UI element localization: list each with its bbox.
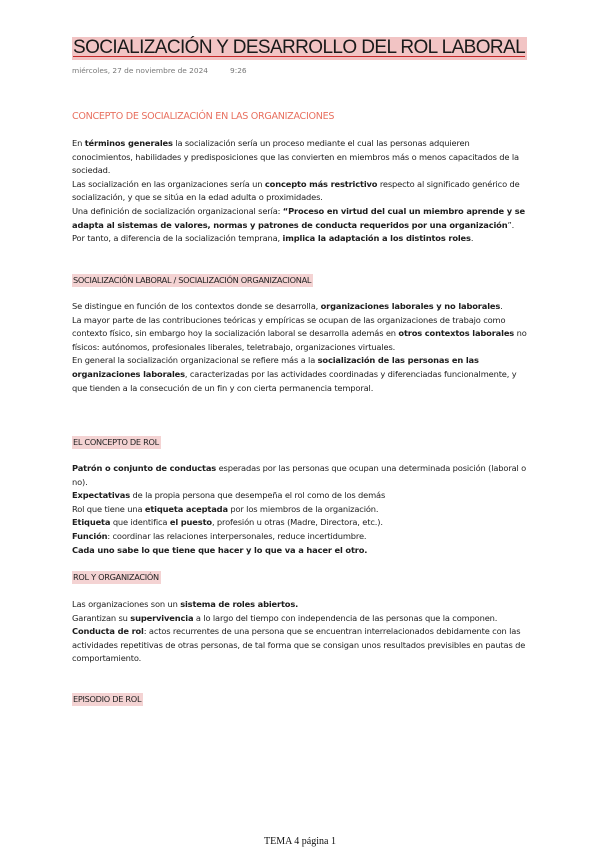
paragraph: En general la socialización organizacional se refiere más a la socialización de las personas en las organizaciones laborales, caracterizadas por las actividades coordinadas y diferenciadas funcionalmente, y que tienden a la consecución de un fin y con cierta permanencia temporal. bbox=[72, 355, 517, 393]
paragraph: Patrón o conjunto de conductas esperadas por las personas que ocupan una determinada posición (laboral o no). bbox=[72, 463, 527, 487]
section-heading-concepto: CONCEPTO DE SOCIALIZACIÓN EN LAS ORGANIZACIONES bbox=[72, 111, 335, 122]
section-heading-socializacion-laboral: SOCIALIZACIÓN LABORAL / SOCIALIZACIÓN ORGANIZACIONAL bbox=[73, 275, 312, 285]
paragraph: Rol que tiene una etiqueta aceptada por los miembros de la organización. bbox=[72, 503, 379, 514]
paragraph: Una definición de socialización organizacional sería: “Proceso en virtud del cual un miembro aprende y se adapta al sistemas de valores, normas y patrones de conducta requeridos por una organización”. bbox=[72, 205, 526, 230]
page-footer: TEMA 4 página 1 bbox=[264, 836, 336, 847]
section-body-concepto-rol bbox=[72, 462, 532, 557]
paragraph: Conducta de rol: actos recurrentes de una persona que se encuentran interrelacionados debidamente con las actividades repetitivas de otras personas, de tal forma que se consigan unos resultados previsibles en pautas de comportamiento. bbox=[72, 626, 526, 664]
section-heading-rol-organizacion: ROL Y ORGANIZACIÓN bbox=[73, 572, 159, 582]
paragraph: La mayor parte de las contribuciones teóricas y empíricas se ocupan de las organizaciones de trabajo como contexto físico, sin embargo hoy la socialización laboral se desarrolla además en otros contextos laborales no físicos: autónomos, profesionales liberales, teletrabajo, organizaciones virtuales. bbox=[72, 314, 527, 352]
paragraph: Función: coordinar las relaciones interpersonales, reduce incertidumbre. bbox=[72, 530, 367, 541]
section-heading-episodio-rol: EPISODIO DE ROL bbox=[73, 694, 142, 704]
paragraph: Por tanto, a diferencia de la socialización temprana, implica la adaptación a los distintos roles. bbox=[72, 233, 474, 244]
paragraph: Etiqueta que identifica el puesto, profesión u otras (Madre, Directora, etc.). bbox=[72, 517, 383, 528]
section-body-rol-organizacion bbox=[72, 598, 532, 666]
paragraph: Expectativas de la propia persona que desempeña el rol como de los demás bbox=[72, 490, 386, 501]
paragraph: En términos generales la socialización sería un proceso mediante el cual las personas adquieren conocimientos, habilidades y predisposiciones que las convierten en miembros más o menos capacitados de la sociedad. bbox=[72, 138, 519, 176]
page-timestamp bbox=[72, 66, 247, 75]
page-time: 9:26 bbox=[230, 66, 247, 75]
page-title: SOCIALIZACIÓN Y DESARROLLO DEL ROL LABORAL bbox=[73, 37, 526, 58]
paragraph: Se distingue en función de los contextos donde se desarrolla, organizaciones laborales y no laborales. bbox=[72, 301, 503, 311]
paragraph: Las organizaciones son un sistema de roles abiertos. bbox=[72, 599, 299, 609]
section-body-concepto bbox=[72, 137, 532, 246]
paragraph: Cada uno sabe lo que tiene que hacer y lo que va a hacer el otro. bbox=[72, 544, 368, 555]
section-heading-concepto-rol: EL CONCEPTO DE ROL bbox=[73, 437, 159, 447]
page-date: miércoles, 27 de noviembre de 2024 bbox=[72, 66, 208, 75]
paragraph: Las socialización en las organizaciones sería un concepto más restrictivo respecto al significado genérico de socialización, y que se sitúa en la edad adulta o proximidades. bbox=[72, 178, 520, 203]
section-body-socializacion-laboral bbox=[72, 300, 532, 395]
paragraph: Garantizan su supervivencia a lo largo del tiempo con independencia de las personas que la componen. bbox=[72, 612, 498, 623]
